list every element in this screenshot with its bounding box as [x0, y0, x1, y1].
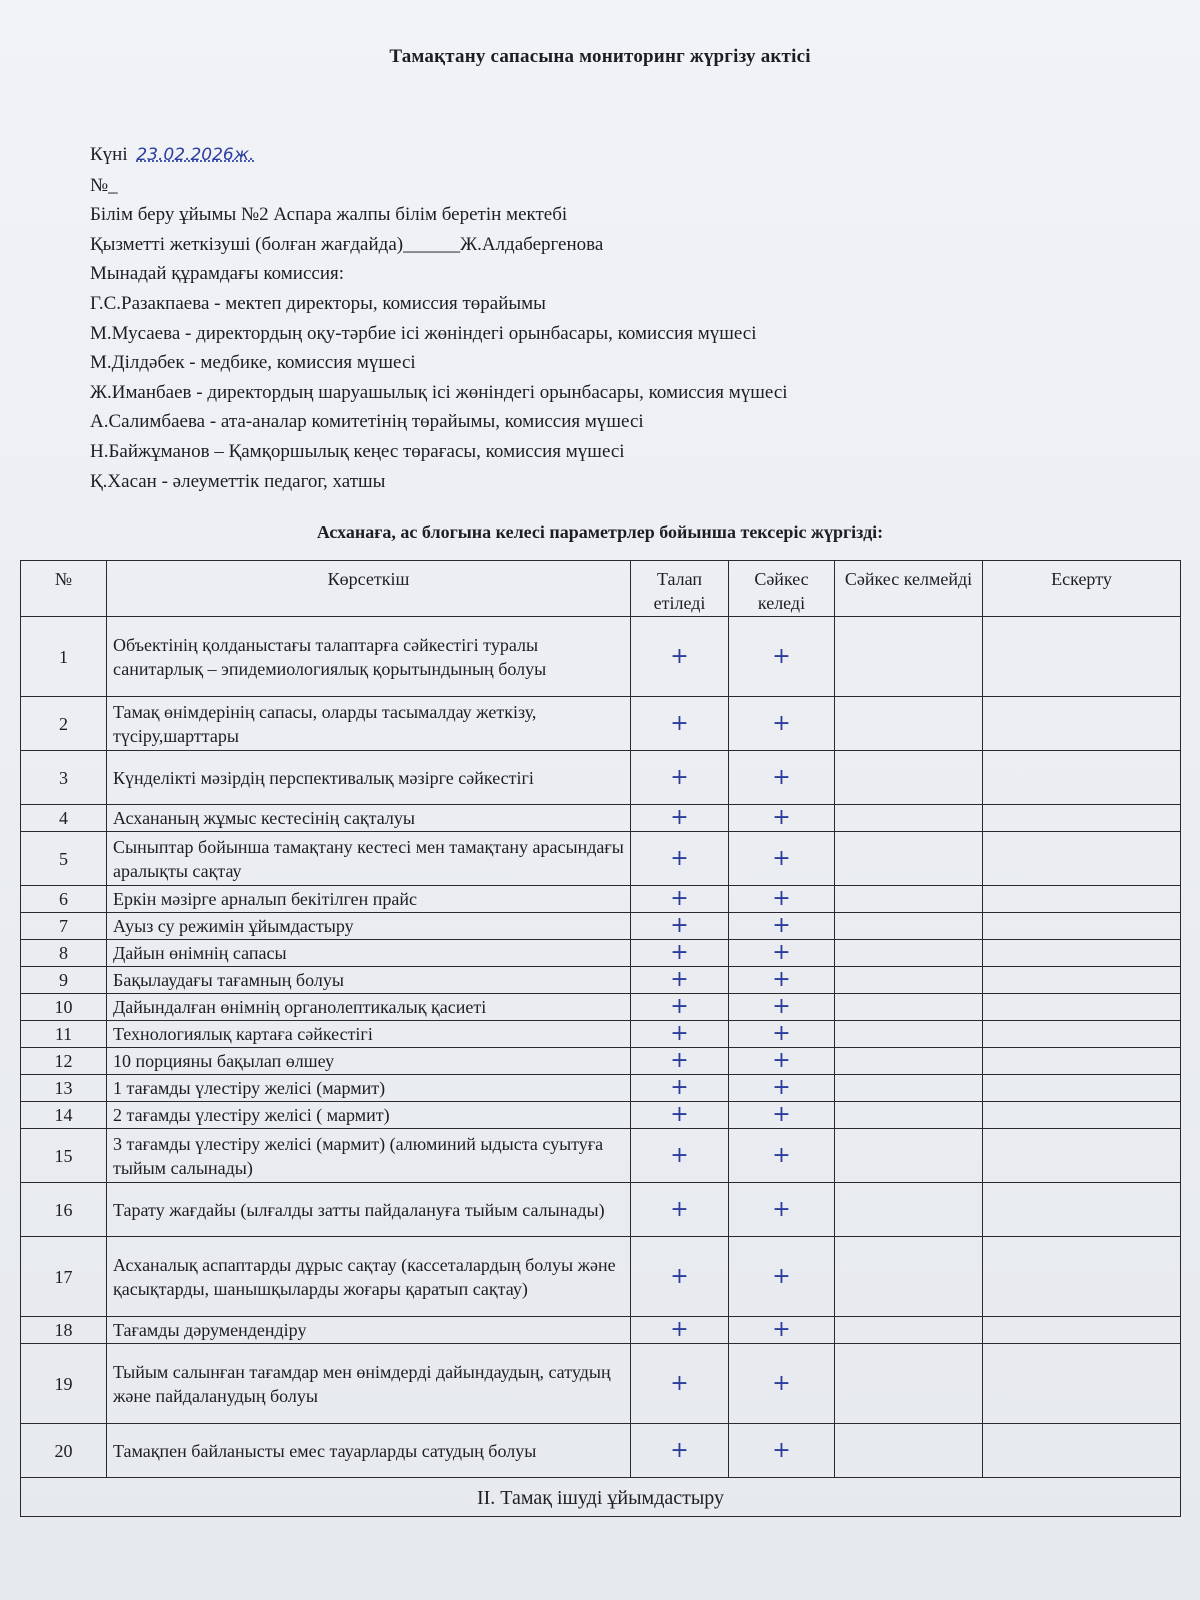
table-row: [21, 805, 1181, 832]
compliant-mark: +: [729, 697, 835, 751]
note-cell: [983, 913, 1181, 940]
required-mark: +: [631, 751, 729, 805]
date-label: Күні: [90, 144, 128, 165]
row-number: 8: [21, 940, 107, 967]
required-mark: +: [631, 805, 729, 832]
row-indicator: Объектінің қолданыстағы талаптарға сәйкестігі туралы санитарлық – эпидемиологиялық қорытындының болуы: [107, 617, 631, 697]
note-cell: [983, 697, 1181, 751]
required-mark: +: [631, 886, 729, 913]
commission-member: Ж.Иманбаев - директордың шаруашылық ісі жөніндегі орынбасары, комиссия мүшесі: [90, 381, 788, 403]
compliant-mark: +: [729, 1183, 835, 1237]
noncompliant-mark: [835, 886, 983, 913]
required-mark: +: [631, 697, 729, 751]
noncompliant-mark: [835, 805, 983, 832]
row-number: 10: [21, 994, 107, 1021]
commission-member: М.Ділдәбек - медбике, комиссия мүшесі: [90, 352, 416, 374]
date-line: [90, 140, 1090, 171]
compliant-mark: +: [729, 994, 835, 1021]
table-row: [21, 1183, 1181, 1237]
note-cell: [983, 886, 1181, 913]
compliant-mark: +: [729, 1237, 835, 1317]
table-row: [21, 751, 1181, 805]
required-mark: +: [631, 1344, 729, 1424]
col-header-compliant: Сәйкес келеді: [729, 561, 835, 617]
required-mark: +: [631, 1424, 729, 1478]
row-indicator: 1 тағамды үлестіру желісі (мармит): [107, 1075, 631, 1102]
inspection-table: [20, 560, 1181, 1517]
row-indicator: Асхананың жұмыс кестесінің сақталуы: [107, 805, 631, 832]
row-indicator: Тамақ өнімдерінің сапасы, оларды тасымалдау жеткізу, түсіру,шарттары: [107, 697, 631, 751]
required-mark: +: [631, 913, 729, 940]
note-cell: [983, 1048, 1181, 1075]
required-mark: +: [631, 1021, 729, 1048]
noncompliant-mark: [835, 940, 983, 967]
row-indicator: Тыйым салынған тағамдар мен өнімдерді дайындаудың, сатудың және пайдаланудың болуы: [107, 1344, 631, 1424]
row-indicator: Технологиялық картаға сәйкестігі: [107, 1021, 631, 1048]
required-mark: +: [631, 1129, 729, 1183]
noncompliant-mark: [835, 751, 983, 805]
commission-member: Қ.Хасан - әлеуметтік педагог, хатшы: [90, 470, 386, 492]
row-number: 6: [21, 886, 107, 913]
noncompliant-mark: [835, 1129, 983, 1183]
row-indicator: Асханалық аспаптарды дұрыс сақтау (кассеталардың болуы және қасықтарды, шанышқыларды жоғары қаратып сақтау): [107, 1237, 631, 1317]
compliant-mark: +: [729, 1344, 835, 1424]
noncompliant-mark: [835, 1424, 983, 1478]
row-indicator: Дайын өнімнің сапасы: [107, 940, 631, 967]
note-cell: [983, 1317, 1181, 1344]
row-indicator: 10 порцияны бақылап өлшеу: [107, 1048, 631, 1075]
noncompliant-mark: [835, 832, 983, 886]
noncompliant-mark: [835, 1183, 983, 1237]
row-number: 7: [21, 913, 107, 940]
required-mark: +: [631, 1237, 729, 1317]
noncompliant-mark: [835, 1237, 983, 1317]
compliant-mark: +: [729, 940, 835, 967]
note-cell: [983, 617, 1181, 697]
commission-member: Н.Байжұманов – Қамқоршылық кеңес төрағасы, комиссия мүшесі: [90, 440, 625, 462]
compliant-mark: +: [729, 1075, 835, 1102]
commission-member: Г.С.Разакпаева - мектеп директоры, комиссия төрайымы: [90, 292, 546, 314]
compliant-mark: +: [729, 1317, 835, 1344]
row-indicator: Дайындалған өнімнің органолептикалық қасиеті: [107, 994, 631, 1021]
row-indicator: Ауыз су режимін ұйымдастыру: [107, 913, 631, 940]
row-indicator: Еркін мәзірге арналып бекітілген прайс: [107, 886, 631, 913]
compliant-mark: +: [729, 1102, 835, 1129]
required-mark: +: [631, 1102, 729, 1129]
organization-line: Білім беру ұйымы №2 Аспара жалпы білім беретін мектебі: [90, 204, 568, 226]
compliant-mark: +: [729, 617, 835, 697]
act-header: [90, 140, 1090, 496]
table-row: [21, 967, 1181, 994]
noncompliant-mark: [835, 1344, 983, 1424]
compliant-mark: +: [729, 1048, 835, 1075]
commission-intro: Мынадай құрамдағы комиссия:: [90, 263, 345, 285]
row-number: 11: [21, 1021, 107, 1048]
row-indicator: Тарату жағдайы (ылғалды затты пайдалануға тыйым салынады): [107, 1183, 631, 1237]
noncompliant-mark: [835, 1317, 983, 1344]
note-cell: [983, 967, 1181, 994]
table-row: [21, 913, 1181, 940]
row-indicator: Тағамды дәрумендендіру: [107, 1317, 631, 1344]
compliant-mark: +: [729, 1424, 835, 1478]
row-number: 2: [21, 697, 107, 751]
table-row: [21, 994, 1181, 1021]
handwritten-date: 23.02.2026ж.: [136, 145, 255, 165]
document-title: Тамақтану сапасына мониторинг жүргізу актісі: [389, 46, 811, 67]
table-row: [21, 832, 1181, 886]
col-header-num: №: [21, 561, 107, 617]
noncompliant-mark: [835, 1048, 983, 1075]
col-header-note: Ескерту: [983, 561, 1181, 617]
note-cell: [983, 1129, 1181, 1183]
noncompliant-mark: [835, 1102, 983, 1129]
row-number: 15: [21, 1129, 107, 1183]
table-row: [21, 1021, 1181, 1048]
noncompliant-mark: [835, 697, 983, 751]
row-indicator: Бақылаудағы тағамның болуы: [107, 967, 631, 994]
compliant-mark: +: [729, 1021, 835, 1048]
row-number: 17: [21, 1237, 107, 1317]
note-cell: [983, 1075, 1181, 1102]
note-cell: [983, 1021, 1181, 1048]
supplier-line: Қызметті жеткізуші (болған жағдайда)______Ж.Алдабергенова: [90, 233, 604, 255]
compliant-mark: +: [729, 886, 835, 913]
noncompliant-mark: [835, 1021, 983, 1048]
note-cell: [983, 805, 1181, 832]
compliant-mark: +: [729, 832, 835, 886]
required-mark: +: [631, 1317, 729, 1344]
compliant-mark: +: [729, 913, 835, 940]
row-number: 18: [21, 1317, 107, 1344]
table-row: [21, 886, 1181, 913]
table-row: [21, 1237, 1181, 1317]
row-indicator: 3 тағамды үлестіру желісі (мармит) (алюминий ыдыста суытуға тыйым салынады): [107, 1129, 631, 1183]
commission-member: М.Мусаева - директордың оқу-тәрбие ісі жөніндегі орынбасары, комиссия мүшесі: [90, 322, 757, 344]
note-cell: [983, 940, 1181, 967]
required-mark: +: [631, 994, 729, 1021]
row-number: 16: [21, 1183, 107, 1237]
row-indicator: Күнделікті мәзірдің перспективалық мәзірге сәйкестігі: [107, 751, 631, 805]
row-number: 5: [21, 832, 107, 886]
required-mark: +: [631, 1075, 729, 1102]
compliant-mark: +: [729, 751, 835, 805]
noncompliant-mark: [835, 913, 983, 940]
row-number: 9: [21, 967, 107, 994]
section-title: Асханаға, ас блогына келесі параметрлер бойынша тексеріс жүргізді:: [316, 522, 884, 542]
note-cell: [983, 751, 1181, 805]
row-number: 14: [21, 1102, 107, 1129]
row-indicator: Сыныптар бойынша тамақтану кестесі мен тамақтану арасындағы аралықты сақтау: [107, 832, 631, 886]
row-number: 4: [21, 805, 107, 832]
commission-member: А.Салимбаева - ата-аналар комитетінің төрайымы, комиссия мүшесі: [90, 411, 644, 433]
note-cell: [983, 1237, 1181, 1317]
table-row: [21, 1102, 1181, 1129]
col-header-indicator: Көрсеткіш: [107, 561, 631, 617]
table-row: [21, 1317, 1181, 1344]
table-row: [21, 617, 1181, 697]
row-indicator: Тамақпен байланысты емес тауарларды сатудың болуы: [107, 1424, 631, 1478]
noncompliant-mark: [835, 1075, 983, 1102]
compliant-mark: +: [729, 967, 835, 994]
row-number: 12: [21, 1048, 107, 1075]
compliant-mark: +: [729, 805, 835, 832]
note-cell: [983, 1424, 1181, 1478]
note-cell: [983, 994, 1181, 1021]
row-indicator: 2 тағамды үлестіру желісі ( мармит): [107, 1102, 631, 1129]
table-row: [21, 1129, 1181, 1183]
table-row: [21, 1048, 1181, 1075]
row-number: 13: [21, 1075, 107, 1102]
section-two-title: ІІ. Тамақ ішуді ұйымдастыру: [21, 1478, 1181, 1517]
col-header-noncompliant: Сәйкес келмейді: [835, 561, 983, 617]
table-row: [21, 697, 1181, 751]
table-row: [21, 940, 1181, 967]
required-mark: +: [631, 967, 729, 994]
table-row: [21, 1075, 1181, 1102]
number-line: №_: [90, 174, 118, 196]
table-row: [21, 1344, 1181, 1424]
note-cell: [983, 1344, 1181, 1424]
note-cell: [983, 1102, 1181, 1129]
col-header-required: Талап етіледі: [631, 561, 729, 617]
required-mark: +: [631, 617, 729, 697]
compliant-mark: +: [729, 1129, 835, 1183]
noncompliant-mark: [835, 967, 983, 994]
note-cell: [983, 832, 1181, 886]
required-mark: +: [631, 1048, 729, 1075]
row-number: 20: [21, 1424, 107, 1478]
table-header-row: [21, 561, 1181, 617]
table-row: [21, 1424, 1181, 1478]
row-number: 1: [21, 617, 107, 697]
noncompliant-mark: [835, 994, 983, 1021]
required-mark: +: [631, 1183, 729, 1237]
required-mark: +: [631, 832, 729, 886]
row-number: 19: [21, 1344, 107, 1424]
noncompliant-mark: [835, 617, 983, 697]
note-cell: [983, 1183, 1181, 1237]
row-number: 3: [21, 751, 107, 805]
required-mark: +: [631, 940, 729, 967]
